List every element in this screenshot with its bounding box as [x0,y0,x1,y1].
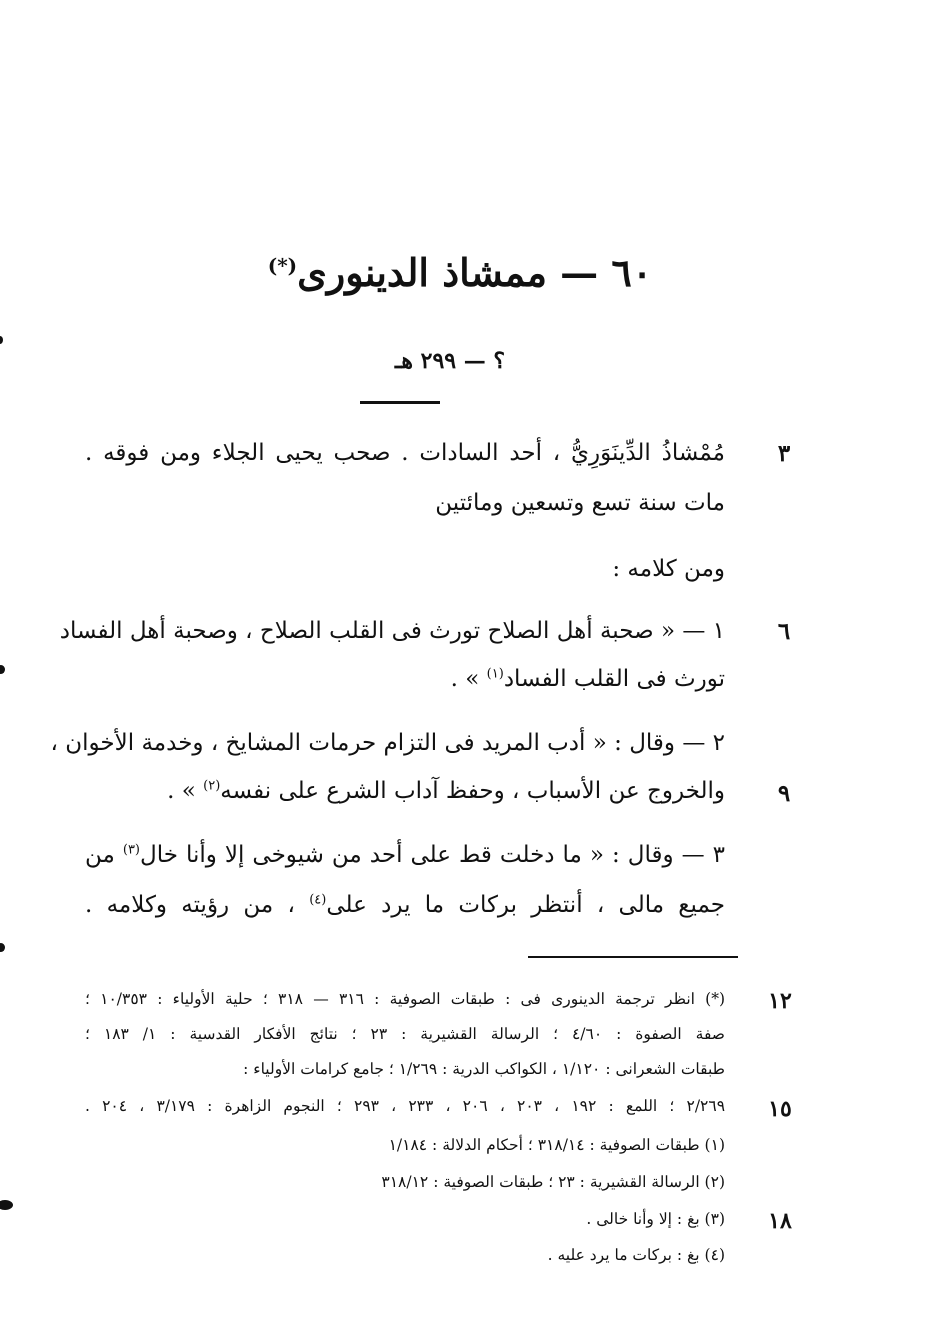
saying-text: والخروج عن الأسباب ، وحفظ آداب الشرع على نفسه [220,778,725,804]
saying-text: ، من رؤيته وكلامه . [85,892,295,918]
chapter-title-text: ٦٠ — ممشاذ الدينورى [297,250,653,295]
footnote-line: (٢) الرسالة القشيرية : ٢٣ ؛ طبقات الصوفية : ٣١٨/١٢ [381,1173,725,1191]
title-footnote-mark: (*) [267,253,298,278]
saying-text: من [85,842,115,868]
footnote-divider [528,956,738,958]
line-number: ٦ [777,618,791,645]
saying-text: جميع مالى ، أنتظر بركات ما يرد على [326,892,726,918]
footnote-ref: (٢) [203,778,221,794]
body-line: مات سنة تسع وتسعين ومائتين [435,490,725,516]
saying-line: ٢ — وقال : « أدب المريد فى التزام حرمات المشايخ ، وخدمة الأخوان ، [50,730,725,756]
chapter-title [200,250,720,295]
line-number: ١٢ [768,988,792,1014]
footnote-ref: (١) [486,666,504,682]
saying-text: » . [450,666,480,692]
saying-line [85,778,725,804]
footnote-ref: (٣) [122,842,140,858]
scan-edge-mark [0,336,3,344]
footnote-line: طبقات الشعرانى : ١/١٢٠ ، الكواكب الدرية : ١/٢٦٩ ؛ جامع كرامات الأولياء : [243,1060,725,1078]
section-intro: ومن كلامه : [612,556,725,582]
line-number: ٣ [777,440,791,467]
body-line: مُمْشاذُ الدِّينَوَرِيُّ ، أحد السادات . صحب يحيى الجلاء ومن فوقه . [85,440,725,466]
line-number: ١٨ [768,1208,792,1234]
footnote-line: (٣) بغ : إلا وأنا خالى . [586,1210,725,1228]
footnote-line: صفة الصفوة : ٤/٦٠ ؛ الرسالة القشيرية : ٢٣ ؛ نتائج الأفكار القدسية : ١/ ١٨٣ ؛ [85,1025,725,1043]
scan-edge-mark [0,665,5,674]
saying-line [85,892,725,918]
line-number: ٩ [777,780,791,807]
heading-divider [360,401,440,404]
footnote-line: (١) طبقات الصوفية : ٣١٨/١٤ ؛ أحكام الدلالة : ١/١٨٤ [388,1136,725,1154]
saying-line [85,666,725,692]
line-number: ١٥ [768,1096,792,1122]
chapter-dates: ؟ — ٢٩٩ هـ [394,348,506,374]
saying-line [85,842,725,868]
saying-line: ١ — « صحبة أهل الصلاح تورث فى القلب الصلاح ، وصحبة أهل الفساد [59,618,725,644]
footnote-line: (٤) بغ : بركات ما يرد عليه . [547,1246,725,1264]
footnote-ref: (٤) [309,892,327,908]
scan-edge-mark [0,943,5,952]
scan-edge-mark [0,1200,13,1210]
footnote-line: ٢/٢٦٩ ؛ اللمع : ١٩٢ ، ٢٠٣ ، ٢٠٦ ، ٢٣٣ ، ٢٩٣ ؛ النجوم الزاهرة : ٣/١٧٩ ، ٢٠٤ . [85,1097,726,1115]
saying-text: ٣ — وقال : « ما دخلت قط على أحد من شيوخى إلا وأنا خال [140,842,725,868]
saying-text: تورث فى القلب الفساد [503,666,725,692]
footnote-line: (*) انظر ترجمة الدينورى فى : طبقات الصوفية : ٣١٦ — ٣١٨ ؛ حلية الأولياء : ١٠/٣٥٣ ؛ [85,990,726,1008]
saying-text: » . [167,778,196,804]
